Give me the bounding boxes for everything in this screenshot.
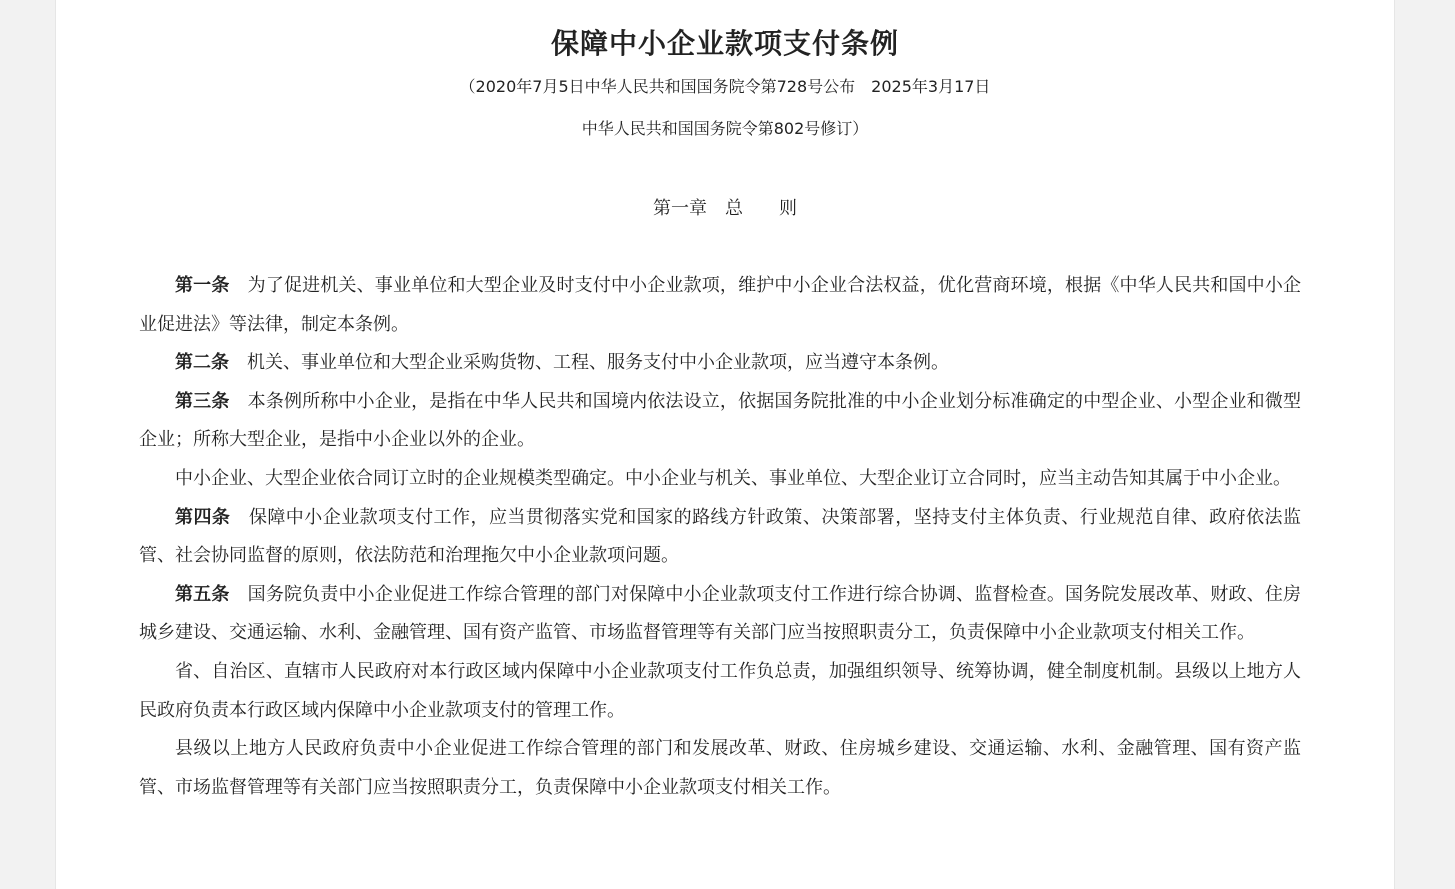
document-title: 保障中小企业款项支付条例	[550, 27, 899, 60]
article-paragraph	[139, 730, 1301, 807]
article-paragraph	[139, 460, 1301, 499]
document-body	[139, 267, 1301, 807]
article-paragraph	[139, 499, 1301, 576]
article-text: 国务院负责中小企业促进工作综合管理的部门对保障中小企业款项支付工作进行综合协调、监督检查。国务院发展改革、财政、住房城乡建设、交通运输、水利、金融管理、国有资产监管、市场监督管理等有关部门应当按照职责分工，负责保障中小企业款项支付相关工作。	[139, 583, 1302, 644]
article-label: 第三条	[175, 390, 230, 412]
article-label: 第五条	[175, 583, 230, 605]
article-text: 保障中小企业款项支付工作，应当贯彻落实党和国家的路线方针政策、决策部署，坚持支付主体负责、行业规范自律、政府依法监管、社会协同监督的原则，依法防范和治理拖欠中小企业款项问题。	[139, 506, 1302, 567]
article-label: 第一条	[175, 275, 230, 296]
chapter-heading: 第一章 总 则	[653, 198, 797, 219]
article-text: 为了促进机关、事业单位和大型企业及时支付中小企业款项，维护中小企业合法权益，优化营商环境，根据《中华人民共和国中小企业促进法》等法律，制定本条例。	[139, 275, 1302, 335]
article-paragraph	[139, 383, 1301, 460]
article-paragraph	[139, 653, 1301, 730]
article-paragraph	[139, 267, 1301, 344]
article-label: 第二条	[175, 352, 229, 374]
article-text: 机关、事业单位和大型企业采购货物、工程、服务支付中小企业款项，应当遵守本条例。	[229, 352, 949, 374]
article-label: 第四条	[175, 506, 231, 528]
article-paragraph	[139, 344, 1301, 383]
article-text: 本条例所称中小企业，是指在中华人民共和国境内依法设立，依据国务院批准的中小企业划分标准确定的中型企业、小型企业和微型企业；所称大型企业，是指中小企业以外的企业。	[139, 390, 1302, 451]
article-text: 县级以上地方人民政府负责中小企业促进工作综合管理的部门和发展改革、财政、住房城乡建设、交通运输、水利、金融管理、国有资产监管、市场监督管理等有关部门应当按照职责分工，负责保障中小企业款项支付相关工作。	[139, 738, 1301, 798]
article-text: 省、自治区、直辖市人民政府对本行政区域内保障中小企业款项支付工作负总责，加强组织领导、统筹协调，健全制度机制。县级以上地方人民政府负责本行政区域内保障中小企业款项支付的管理工作。	[139, 660, 1301, 721]
document-page	[55, 0, 1395, 889]
article-paragraph	[139, 576, 1301, 653]
article-text: 中小企业、大型企业依合同订立时的企业规模类型确定。中小企业与机关、事业单位、大型企业订立合同时，应当主动告知其属于中小企业。	[175, 467, 1291, 489]
document-subtitle-line-1: （2020年7月5日中华人民共和国国务院令第728号公布 2025年3月17日	[459, 77, 991, 96]
document-subtitle-line-2: 中华人民共和国国务院令第802号修订）	[581, 119, 869, 138]
